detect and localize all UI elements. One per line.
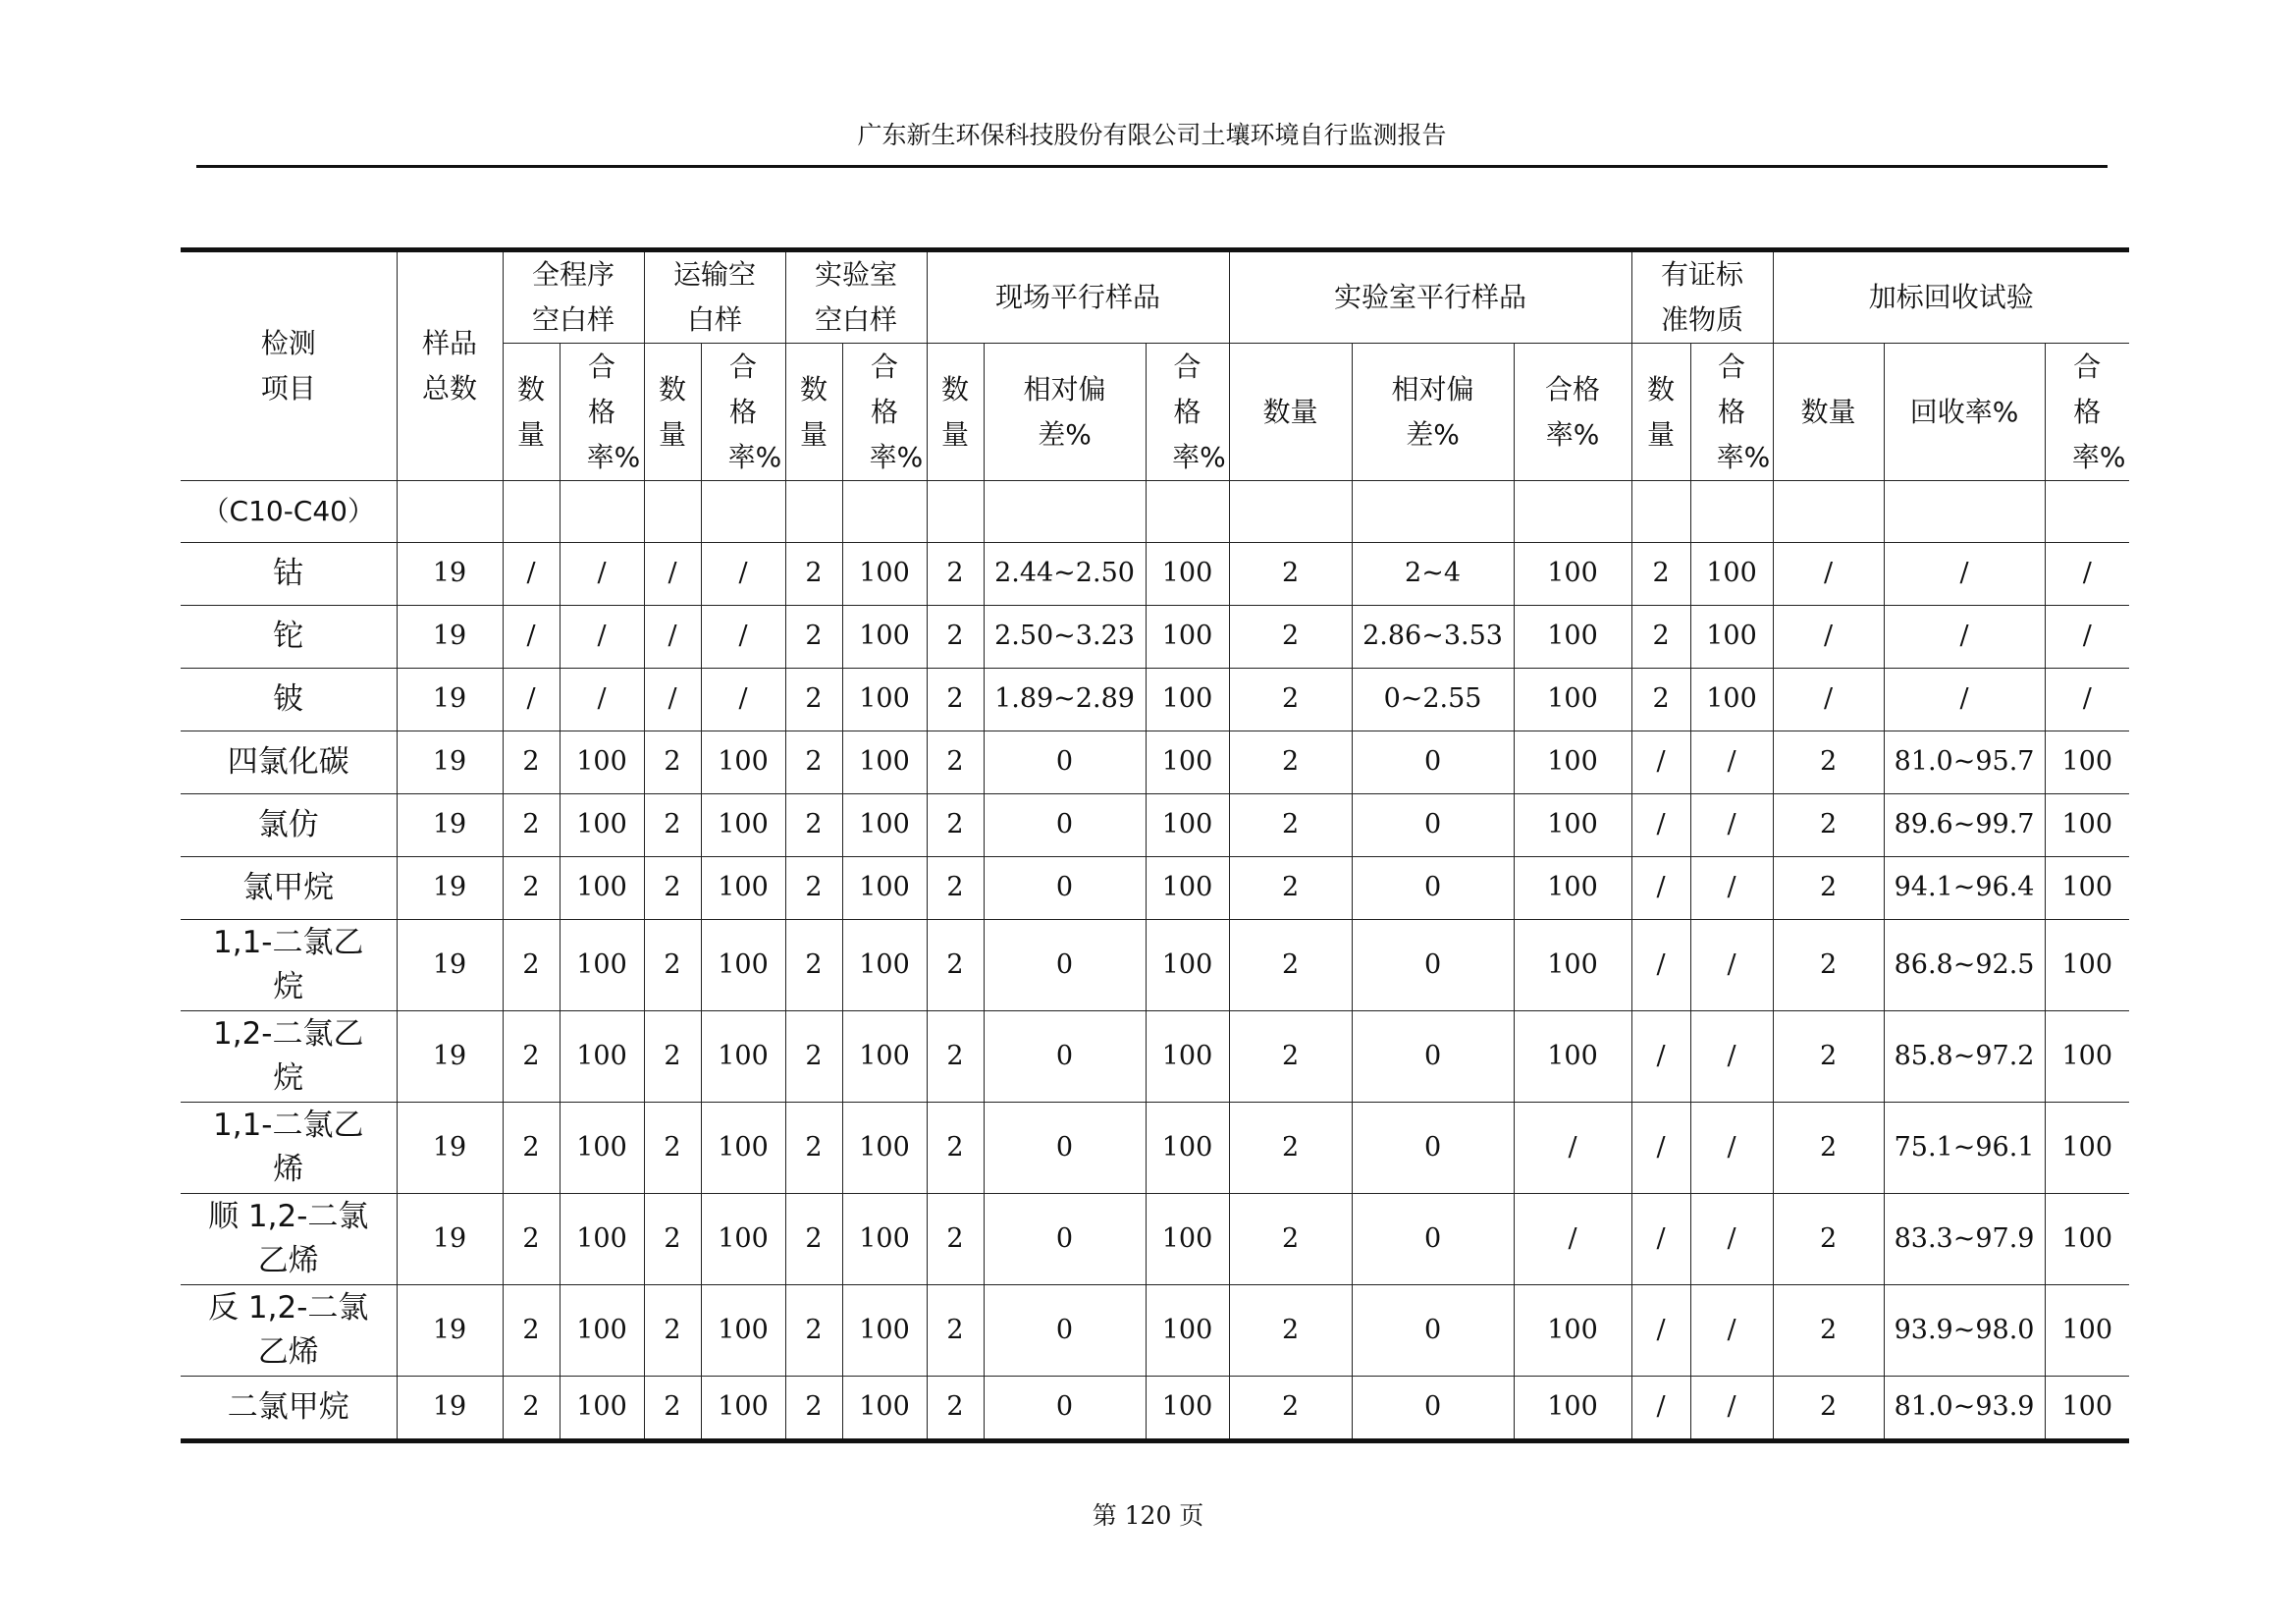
cell-lp-r: /: [1514, 1194, 1631, 1285]
cell-sp-r: 100: [2045, 920, 2129, 1011]
cell-sp-r: 100: [2045, 1194, 2129, 1285]
cell-fp-n: 2: [927, 543, 984, 606]
table-row: [181, 1377, 2129, 1441]
table-row: [181, 669, 2129, 731]
cell-crm-n: 2: [1631, 606, 1690, 669]
cell-lp-r: 100: [1514, 857, 1631, 920]
cell-sp-n: /: [1773, 606, 1884, 669]
cell-sp-rec: 93.9~98.0: [1884, 1285, 2045, 1377]
col-header-pass-rate: 合格率%: [1514, 344, 1631, 481]
cell-sp-rec: 75.1~96.1: [1884, 1103, 2045, 1194]
cell-fp-n: 2: [927, 1011, 984, 1103]
cell-total: 19: [397, 543, 503, 606]
cell-sp-n: 2: [1773, 1103, 1884, 1194]
cell-fb-r: /: [560, 669, 644, 731]
cell-sp-r: 100: [2045, 794, 2129, 857]
cell-fb-n: 2: [503, 1285, 560, 1377]
cell-tb-n: 2: [644, 920, 701, 1011]
col-header-pass-rate: 合格率%: [560, 344, 644, 481]
cell-lb-r: 100: [842, 606, 927, 669]
cell-fb-r: 100: [560, 1011, 644, 1103]
cell-lp-r: 100: [1514, 1377, 1631, 1441]
cell-sp-n: 2: [1773, 1377, 1884, 1441]
cell-sp-n: 2: [1773, 1285, 1884, 1377]
cell-fp-d: 0: [984, 857, 1146, 920]
cell-lb-r: 100: [842, 1103, 927, 1194]
cell-crm-n: /: [1631, 1011, 1690, 1103]
col-header-transport-blank: 运输空白样: [644, 250, 785, 344]
col-header-qty: 数量: [1631, 344, 1690, 481]
cell-lb-n: 2: [785, 1377, 842, 1441]
cell-total: 19: [397, 1011, 503, 1103]
cell-sp-n: 2: [1773, 1011, 1884, 1103]
cell-fb-n: 2: [503, 920, 560, 1011]
table-row: [181, 857, 2129, 920]
cell-fb-r: 100: [560, 1377, 644, 1441]
cell-sp-rec: 94.1~96.4: [1884, 857, 2045, 920]
cell-fp-r: 100: [1146, 1011, 1229, 1103]
col-header-pass-rate: 合格率%: [1146, 344, 1229, 481]
cell-tb-n: 2: [644, 1103, 701, 1194]
cell-crm-n: /: [1631, 1377, 1690, 1441]
cell-fp-n: 2: [927, 857, 984, 920]
cell-crm-n: /: [1631, 1194, 1690, 1285]
cell-fb-n: /: [503, 606, 560, 669]
cell-fp-r: 100: [1146, 543, 1229, 606]
cell-sp-n: 2: [1773, 794, 1884, 857]
cell-tb-n: 2: [644, 1377, 701, 1441]
cell-fb-r: 100: [560, 731, 644, 794]
cell-fp-n: 2: [927, 920, 984, 1011]
col-header-total: 样品总数: [397, 250, 503, 481]
cell-fp-d: 0: [984, 794, 1146, 857]
cell-fb-n: 2: [503, 731, 560, 794]
cell-crm-r: 100: [1690, 543, 1773, 606]
cell-fp-d: 0: [984, 1377, 1146, 1441]
cell-lb-n: 2: [785, 1285, 842, 1377]
cell-fb-r: 100: [560, 1285, 644, 1377]
cell-fp-r: 100: [1146, 1377, 1229, 1441]
cell-item: 钴: [181, 543, 397, 606]
cell-fb-n: 2: [503, 1377, 560, 1441]
cell-tb-r: 100: [701, 1011, 785, 1103]
cell-tb-n: 2: [644, 1285, 701, 1377]
cell-fb-n: /: [503, 669, 560, 731]
cell-fb-n: 2: [503, 1103, 560, 1194]
cell-fp-n: 2: [927, 794, 984, 857]
cell-tb-n: /: [644, 543, 701, 606]
cell-crm-r: /: [1690, 794, 1773, 857]
col-header-pass-rate: 合格率%: [842, 344, 927, 481]
cell-lp-d: 0~2.55: [1352, 669, 1514, 731]
cell-sp-rec: 89.6~99.7: [1884, 794, 2045, 857]
table-row: [181, 606, 2129, 669]
cell-crm-n: /: [1631, 794, 1690, 857]
cell-fp-r: 100: [1146, 857, 1229, 920]
cell-lp-d: 0: [1352, 857, 1514, 920]
cell-lb-r: 100: [842, 1377, 927, 1441]
cell-item: 氯仿: [181, 794, 397, 857]
cell-lp-d: 2.86~3.53: [1352, 606, 1514, 669]
table-row: [181, 543, 2129, 606]
cell-sp-rec: /: [1884, 669, 2045, 731]
cell-sp-r: /: [2045, 543, 2129, 606]
cell-item: 铊: [181, 606, 397, 669]
cell-lb-n: 2: [785, 920, 842, 1011]
cell-tb-n: /: [644, 606, 701, 669]
cell-sp-n: 2: [1773, 1194, 1884, 1285]
cell-lp-n: 2: [1229, 857, 1352, 920]
cell-fp-n: 2: [927, 606, 984, 669]
col-header-spike: 加标回收试验: [1773, 250, 2129, 344]
cell-fb-r: 100: [560, 857, 644, 920]
cell-lp-d: 2~4: [1352, 543, 1514, 606]
cell-tb-r: /: [701, 669, 785, 731]
cell-crm-r: /: [1690, 1285, 1773, 1377]
cell-fp-r: 100: [1146, 669, 1229, 731]
cell-fp-d: 0: [984, 1011, 1146, 1103]
cell-lb-n: 2: [785, 606, 842, 669]
cell-lp-r: 100: [1514, 606, 1631, 669]
cell-lb-n: 2: [785, 543, 842, 606]
cell-fp-n: 2: [927, 1377, 984, 1441]
cell-fp-n: 2: [927, 1285, 984, 1377]
cell-fp-d: 0: [984, 731, 1146, 794]
cell-tb-r: 100: [701, 857, 785, 920]
col-header-qty: 数量: [503, 344, 560, 481]
cell-lp-r: 100: [1514, 920, 1631, 1011]
cell-fb-n: 2: [503, 1011, 560, 1103]
cell-fb-r: 100: [560, 794, 644, 857]
cell-fp-r: 100: [1146, 1285, 1229, 1377]
cell-lp-n: 2: [1229, 543, 1352, 606]
cell-fp-r: 100: [1146, 794, 1229, 857]
table-row: [181, 1194, 2129, 1285]
table-row: [181, 920, 2129, 1011]
cell-crm-n: /: [1631, 731, 1690, 794]
cell-lp-n: 2: [1229, 920, 1352, 1011]
cell-tb-r: 100: [701, 731, 785, 794]
cell-total: 19: [397, 731, 503, 794]
cell-fp-n: 2: [927, 669, 984, 731]
cell-total: 19: [397, 1285, 503, 1377]
cell-fp-d: 0: [984, 1194, 1146, 1285]
cell-crm-r: 100: [1690, 669, 1773, 731]
col-header-lab-parallel: 实验室平行样品: [1229, 250, 1631, 344]
cell-lp-n: 2: [1229, 794, 1352, 857]
col-header-qty: 数量: [1229, 344, 1352, 481]
cell-lb-r: 100: [842, 1194, 927, 1285]
cell-lp-d: 0: [1352, 1103, 1514, 1194]
cell-lb-n: 2: [785, 1011, 842, 1103]
cell-lb-r: 100: [842, 920, 927, 1011]
cell-total: 19: [397, 1377, 503, 1441]
cell-sp-rec: 85.8~97.2: [1884, 1011, 2045, 1103]
cell-item: 1,2-二氯乙烷: [181, 1011, 397, 1103]
cell-lp-d: 0: [1352, 1377, 1514, 1441]
cell-fp-r: 100: [1146, 731, 1229, 794]
cell-lp-d: 0: [1352, 794, 1514, 857]
cell-lb-r: 100: [842, 857, 927, 920]
cell-tb-r: 100: [701, 794, 785, 857]
cell-lb-r: 100: [842, 543, 927, 606]
cell-lp-r: 100: [1514, 669, 1631, 731]
cell-lp-r: /: [1514, 1103, 1631, 1194]
cell-lp-d: 0: [1352, 920, 1514, 1011]
cell-crm-r: /: [1690, 920, 1773, 1011]
cell-fp-d: 2.50~3.23: [984, 606, 1146, 669]
cell-lb-n: 2: [785, 794, 842, 857]
cell-total: 19: [397, 794, 503, 857]
cell-sp-n: 2: [1773, 857, 1884, 920]
cell-crm-r: 100: [1690, 606, 1773, 669]
cell-tb-n: /: [644, 669, 701, 731]
cell-sp-r: /: [2045, 606, 2129, 669]
cell-sp-rec: 86.8~92.5: [1884, 920, 2045, 1011]
cell-fb-n: 2: [503, 794, 560, 857]
cell-lp-n: 2: [1229, 1011, 1352, 1103]
cell-lb-r: 100: [842, 794, 927, 857]
cell-tb-r: /: [701, 543, 785, 606]
cell-fp-d: 0: [984, 1103, 1146, 1194]
cell-lp-d: 0: [1352, 1011, 1514, 1103]
cell-lb-n: 2: [785, 731, 842, 794]
cell-fb-n: /: [503, 543, 560, 606]
cell-fp-n: 2: [927, 731, 984, 794]
cell-lp-n: 2: [1229, 731, 1352, 794]
header-divider: [196, 165, 2108, 168]
cell-crm-r: /: [1690, 1011, 1773, 1103]
cell-tb-n: 2: [644, 1194, 701, 1285]
cell-fp-r: 100: [1146, 1103, 1229, 1194]
cell-tb-n: 2: [644, 794, 701, 857]
cell-total: 19: [397, 606, 503, 669]
cell-crm-n: /: [1631, 920, 1690, 1011]
cell-lp-r: 100: [1514, 543, 1631, 606]
cell-crm-n: 2: [1631, 669, 1690, 731]
cell-lb-n: 2: [785, 1103, 842, 1194]
cell-crm-n: /: [1631, 857, 1690, 920]
col-header-pass-rate: 合格率%: [701, 344, 785, 481]
cell-lb-r: 100: [842, 1011, 927, 1103]
cell-crm-r: /: [1690, 731, 1773, 794]
cell-crm-r: /: [1690, 1103, 1773, 1194]
cell-fb-r: 100: [560, 1103, 644, 1194]
cell-sp-n: 2: [1773, 920, 1884, 1011]
cell-lp-n: 2: [1229, 1285, 1352, 1377]
cell-tb-r: 100: [701, 1103, 785, 1194]
cell-sp-r: 100: [2045, 857, 2129, 920]
table-row: [181, 1011, 2129, 1103]
cell-total: 19: [397, 669, 503, 731]
col-header-pass-rate: 合格率%: [2045, 344, 2129, 481]
table-row: [181, 794, 2129, 857]
col-header-field-parallel: 现场平行样品: [927, 250, 1229, 344]
cell-tb-r: 100: [701, 1285, 785, 1377]
cell-item: 1,1-二氯乙烯: [181, 1103, 397, 1194]
table-row: [181, 1103, 2129, 1194]
report-header-title: 广东新生环保科技股份有限公司土壤环境自行监测报告: [857, 121, 1447, 149]
cell-lp-d: 0: [1352, 1194, 1514, 1285]
cell-tb-r: 100: [701, 920, 785, 1011]
cell-lp-r: 100: [1514, 731, 1631, 794]
cell-fp-d: 1.89~2.89: [984, 669, 1146, 731]
cell-item: 反 1,2-二氯乙烯: [181, 1285, 397, 1377]
cell-lb-n: 2: [785, 669, 842, 731]
cell-lp-d: 0: [1352, 1285, 1514, 1377]
cell-fp-r: 100: [1146, 606, 1229, 669]
col-header-rel-dev: 相对偏差%: [984, 344, 1146, 481]
cell-crm-n: 2: [1631, 543, 1690, 606]
cell-total: 19: [397, 920, 503, 1011]
cell-sp-rec: /: [1884, 543, 2045, 606]
cell-item: 氯甲烷: [181, 857, 397, 920]
cell-lp-r: 100: [1514, 794, 1631, 857]
cell-item: 二氯甲烷: [181, 1377, 397, 1441]
cell-crm-r: /: [1690, 1194, 1773, 1285]
cell-lb-r: 100: [842, 669, 927, 731]
cell-fp-n: 2: [927, 1103, 984, 1194]
col-header-qty: 数量: [1773, 344, 1884, 481]
col-header-lab-blank: 实验室空白样: [785, 250, 927, 344]
cell-sp-n: /: [1773, 543, 1884, 606]
cell-sp-r: 100: [2045, 1377, 2129, 1441]
cell-fp-r: 100: [1146, 920, 1229, 1011]
cell-lp-n: 2: [1229, 669, 1352, 731]
cell-sp-n: 2: [1773, 731, 1884, 794]
cell-lb-r: 100: [842, 1285, 927, 1377]
cell-crm-n: /: [1631, 1285, 1690, 1377]
cell-item: 铍: [181, 669, 397, 731]
col-header-qty: 数量: [927, 344, 984, 481]
cell-tb-r: /: [701, 606, 785, 669]
cell-lb-n: 2: [785, 1194, 842, 1285]
cell-tb-n: 2: [644, 731, 701, 794]
table-row: [181, 1285, 2129, 1377]
cell-total: 19: [397, 1194, 503, 1285]
cell-sp-rec: 81.0~95.7: [1884, 731, 2045, 794]
cell-tb-r: 100: [701, 1194, 785, 1285]
cell-lp-d: 0: [1352, 731, 1514, 794]
cell-tb-n: 2: [644, 857, 701, 920]
page-number: 第 120 页: [1092, 1501, 1204, 1530]
cell-lp-n: 2: [1229, 1377, 1352, 1441]
cell-sp-r: 100: [2045, 731, 2129, 794]
qc-table-container: [181, 247, 2126, 1443]
cell-crm-r: /: [1690, 857, 1773, 920]
cell-sp-r: 100: [2045, 1103, 2129, 1194]
cell-fb-r: /: [560, 543, 644, 606]
cell-sp-r: /: [2045, 669, 2129, 731]
cell-sp-n: /: [1773, 669, 1884, 731]
col-header-crm: 有证标准物质: [1631, 250, 1773, 344]
col-header-rel-dev: 相对偏差%: [1352, 344, 1514, 481]
cell-lp-n: 2: [1229, 1194, 1352, 1285]
col-header-full-blank: 全程序空白样: [503, 250, 644, 344]
cell-lp-r: 100: [1514, 1011, 1631, 1103]
cell-fp-d: 0: [984, 920, 1146, 1011]
qc-results-table: [181, 247, 2129, 1443]
cell-lp-n: 2: [1229, 1103, 1352, 1194]
cell-fb-n: 2: [503, 857, 560, 920]
cell-sp-r: 100: [2045, 1011, 2129, 1103]
col-header-qty: 数量: [785, 344, 842, 481]
cell-item: 1,1-二氯乙烷: [181, 920, 397, 1011]
table-row-continued: [181, 481, 2129, 543]
cell-fp-d: 2.44~2.50: [984, 543, 1146, 606]
table-row: [181, 731, 2129, 794]
continued-item-label: （C10-C40）: [181, 481, 397, 543]
col-header-item: 检测项目: [181, 250, 397, 481]
cell-fb-r: 100: [560, 920, 644, 1011]
cell-crm-r: /: [1690, 1377, 1773, 1441]
cell-sp-rec: 81.0~93.9: [1884, 1377, 2045, 1441]
cell-total: 19: [397, 1103, 503, 1194]
cell-tb-r: 100: [701, 1377, 785, 1441]
col-header-recovery: 回收率%: [1884, 344, 2045, 481]
cell-fb-n: 2: [503, 1194, 560, 1285]
cell-lb-r: 100: [842, 731, 927, 794]
cell-fp-r: 100: [1146, 1194, 1229, 1285]
cell-sp-rec: 83.3~97.9: [1884, 1194, 2045, 1285]
cell-tb-n: 2: [644, 1011, 701, 1103]
cell-fp-d: 0: [984, 1285, 1146, 1377]
cell-item: 顺 1,2-二氯乙烯: [181, 1194, 397, 1285]
cell-lp-r: 100: [1514, 1285, 1631, 1377]
cell-total: 19: [397, 857, 503, 920]
cell-sp-rec: /: [1884, 606, 2045, 669]
cell-crm-n: /: [1631, 1103, 1690, 1194]
cell-lb-n: 2: [785, 857, 842, 920]
cell-item: 四氯化碳: [181, 731, 397, 794]
col-header-qty: 数量: [644, 344, 701, 481]
cell-fb-r: 100: [560, 1194, 644, 1285]
cell-fp-n: 2: [927, 1194, 984, 1285]
cell-fb-r: /: [560, 606, 644, 669]
cell-sp-r: 100: [2045, 1285, 2129, 1377]
cell-lp-n: 2: [1229, 606, 1352, 669]
col-header-pass-rate: 合格率%: [1690, 344, 1773, 481]
header-row-groups: [181, 250, 2129, 344]
